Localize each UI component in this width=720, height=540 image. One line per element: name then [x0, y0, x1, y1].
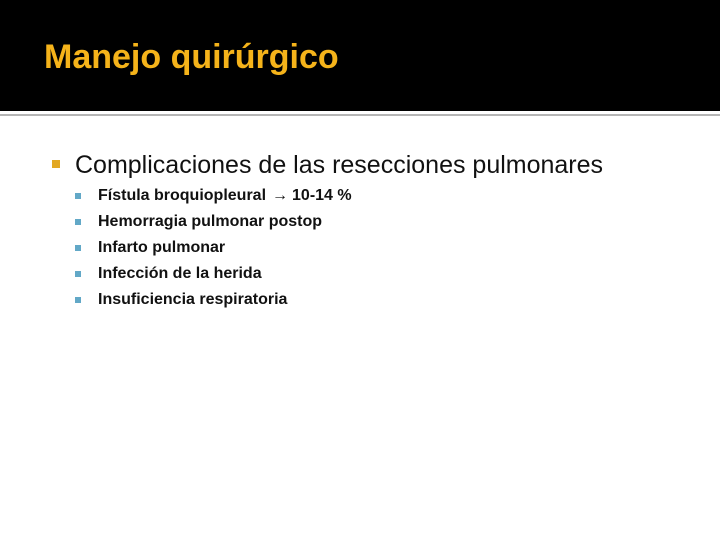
sub-bullet-text: Infarto pulmonar — [98, 239, 226, 256]
sub-bullet-value: 10-14 % — [292, 187, 352, 204]
sub-bullet-item — [52, 186, 712, 212]
sub-bullet-label: Fístula broquiopleural — [98, 187, 267, 204]
title-divider — [0, 114, 720, 116]
sub-bullet-text: Hemorragia pulmonar postop — [98, 213, 323, 230]
sub-bullet-text: Insuficiencia respiratoria — [98, 291, 288, 308]
sub-bullet-item — [52, 290, 712, 316]
square-bullet-icon — [52, 160, 60, 168]
bullet-text: Complicaciones de las resecciones pulmonares — [75, 151, 604, 179]
sub-bullet-text — [98, 187, 352, 204]
sub-bullet-item — [52, 212, 712, 238]
arrow-icon: → — [272, 187, 289, 204]
square-bullet-icon — [75, 219, 81, 225]
square-bullet-icon — [75, 193, 81, 199]
sub-bullet-item — [52, 264, 712, 290]
square-bullet-icon — [75, 271, 81, 277]
square-bullet-icon — [75, 245, 81, 251]
square-bullet-icon — [75, 297, 81, 303]
slide-title: Manejo quirúrgico — [44, 38, 339, 76]
title-bar — [0, 0, 720, 111]
sub-bullet-list — [52, 186, 712, 316]
slide-content — [52, 150, 712, 316]
bullet-item — [52, 150, 712, 184]
sub-bullet-item — [52, 238, 712, 264]
sub-bullet-text: Infección de la herida — [98, 265, 262, 282]
